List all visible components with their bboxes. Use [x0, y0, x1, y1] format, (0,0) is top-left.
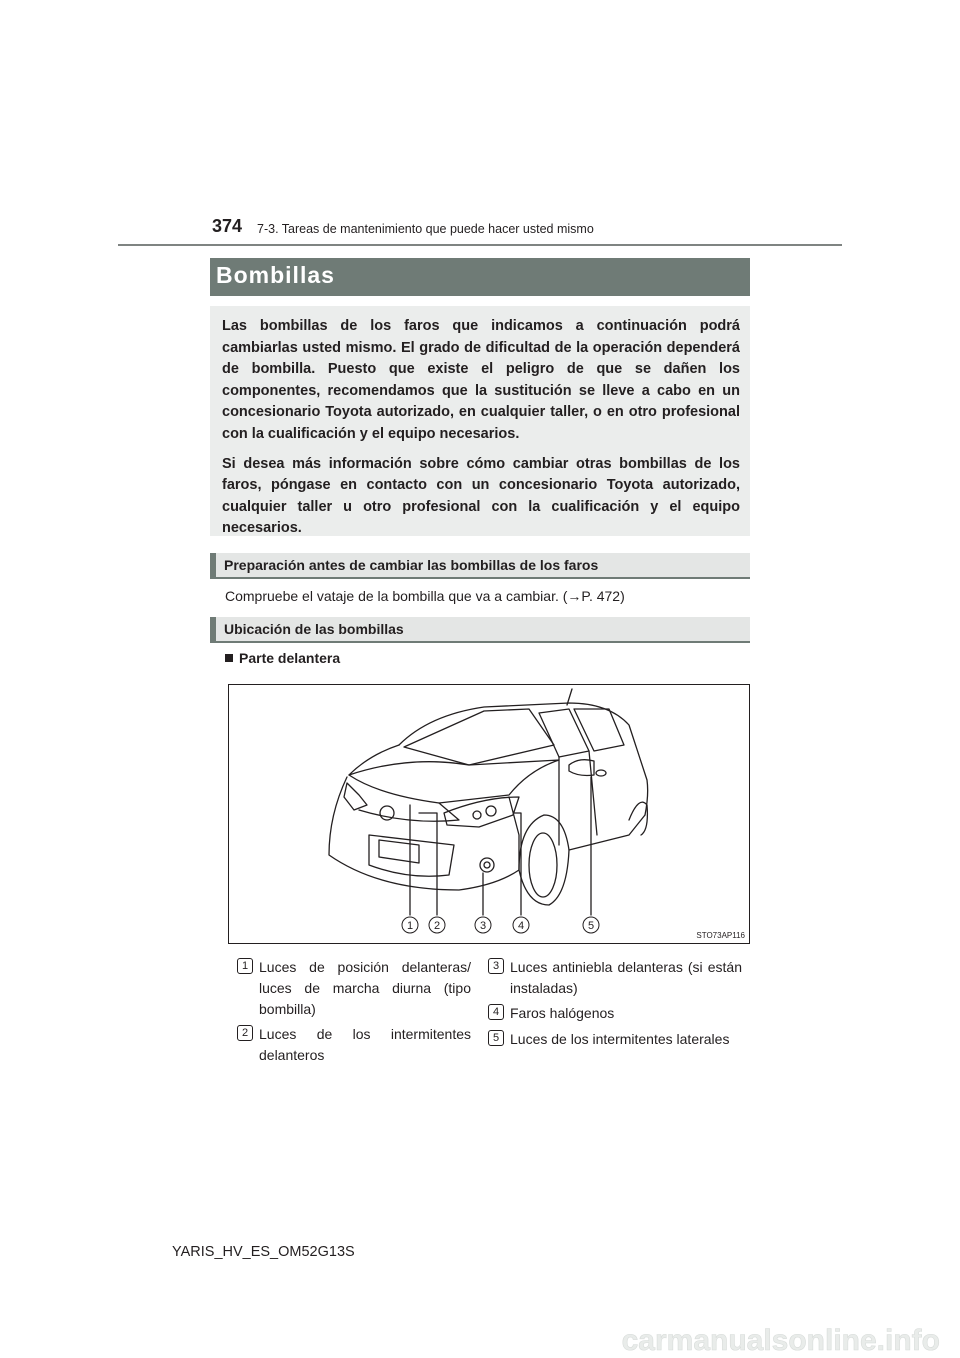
document-code-footer: YARIS_HV_ES_OM52G13S: [172, 1244, 355, 1260]
section-heading-text: Ubicación de las bombillas: [224, 621, 404, 637]
section-heading-preparation: [210, 553, 750, 579]
legend-number: 4: [488, 1004, 504, 1020]
figure-code: STO73AP116: [696, 931, 745, 940]
page-number: 374: [212, 216, 243, 236]
section-stripe: [210, 553, 216, 577]
watermark: [0, 1320, 960, 1358]
page-title: Bombillas: [216, 262, 335, 288]
wattage-note-prefix: Compruebe el vataje de la bombilla que va a cambiar. (: [225, 588, 568, 604]
square-bullet-icon: [225, 654, 233, 662]
callout-3: 3: [479, 920, 487, 932]
subheading-front: [225, 650, 340, 666]
title-bar: [210, 258, 750, 296]
intro-paragraph-1: Las bombillas de los faros que indicamos a continuación podrá cambiarlas usted mismo. El grado de dificultad de la operación dependerá de bombilla. Puesto que existe el peligro de que se dañen los componentes, recomendamos que la sustitución se lleve a cabo en un concesionario Toyota autorizado, en cualquier taller, o en otro profesional con la cualificación y el equipo necesarios.: [222, 318, 740, 442]
car-front-figure: [228, 684, 750, 944]
arrow-icon: →: [567, 588, 582, 604]
legend-number: 1: [237, 958, 253, 974]
running-head: 7-3. Tareas de mantenimiento que puede hacer usted mismo: [257, 222, 594, 236]
legend-text: Luces antiniebla delanteras (si están instaladas): [510, 959, 742, 996]
legend-number: 3: [488, 958, 504, 974]
callout-5: 5: [587, 920, 595, 932]
intro-box: [210, 306, 750, 536]
legend-text: Faros halógenos: [510, 1005, 615, 1021]
callout-1: 1: [406, 920, 414, 932]
legend-number: 2: [237, 1025, 253, 1041]
callout-2: 2: [433, 920, 441, 932]
legend-text: Luces de los intermitentes delanteros: [259, 1026, 471, 1063]
legend-text: Luces de posición delanteras/ luces de marcha diurna (tipo bombilla): [259, 959, 471, 1017]
legend-text: Luces de los intermitentes laterales: [510, 1031, 730, 1047]
callout-4: 4: [517, 920, 525, 932]
section-heading-location: [210, 617, 750, 643]
intro-paragraph-2: Si desea más información sobre cómo cambiar otras bombillas de los faros, póngase en contacto con un concesionario Toyota autorizado, cualquier taller u otro profesional con la cualificación y el equipo necesarios.: [222, 455, 740, 537]
wattage-note: [225, 588, 625, 604]
legend-number: 5: [488, 1030, 504, 1046]
header-rule: [118, 244, 842, 246]
watermark-text: carmanualsonline.info: [621, 1324, 940, 1357]
car-illustration: [229, 685, 749, 943]
section-stripe: [210, 617, 216, 641]
page-reference-link[interactable]: P. 472): [581, 588, 625, 604]
section-heading-text: Preparación antes de cambiar las bombillas de los faros: [224, 557, 599, 573]
subheading-text: Parte delantera: [239, 650, 341, 666]
